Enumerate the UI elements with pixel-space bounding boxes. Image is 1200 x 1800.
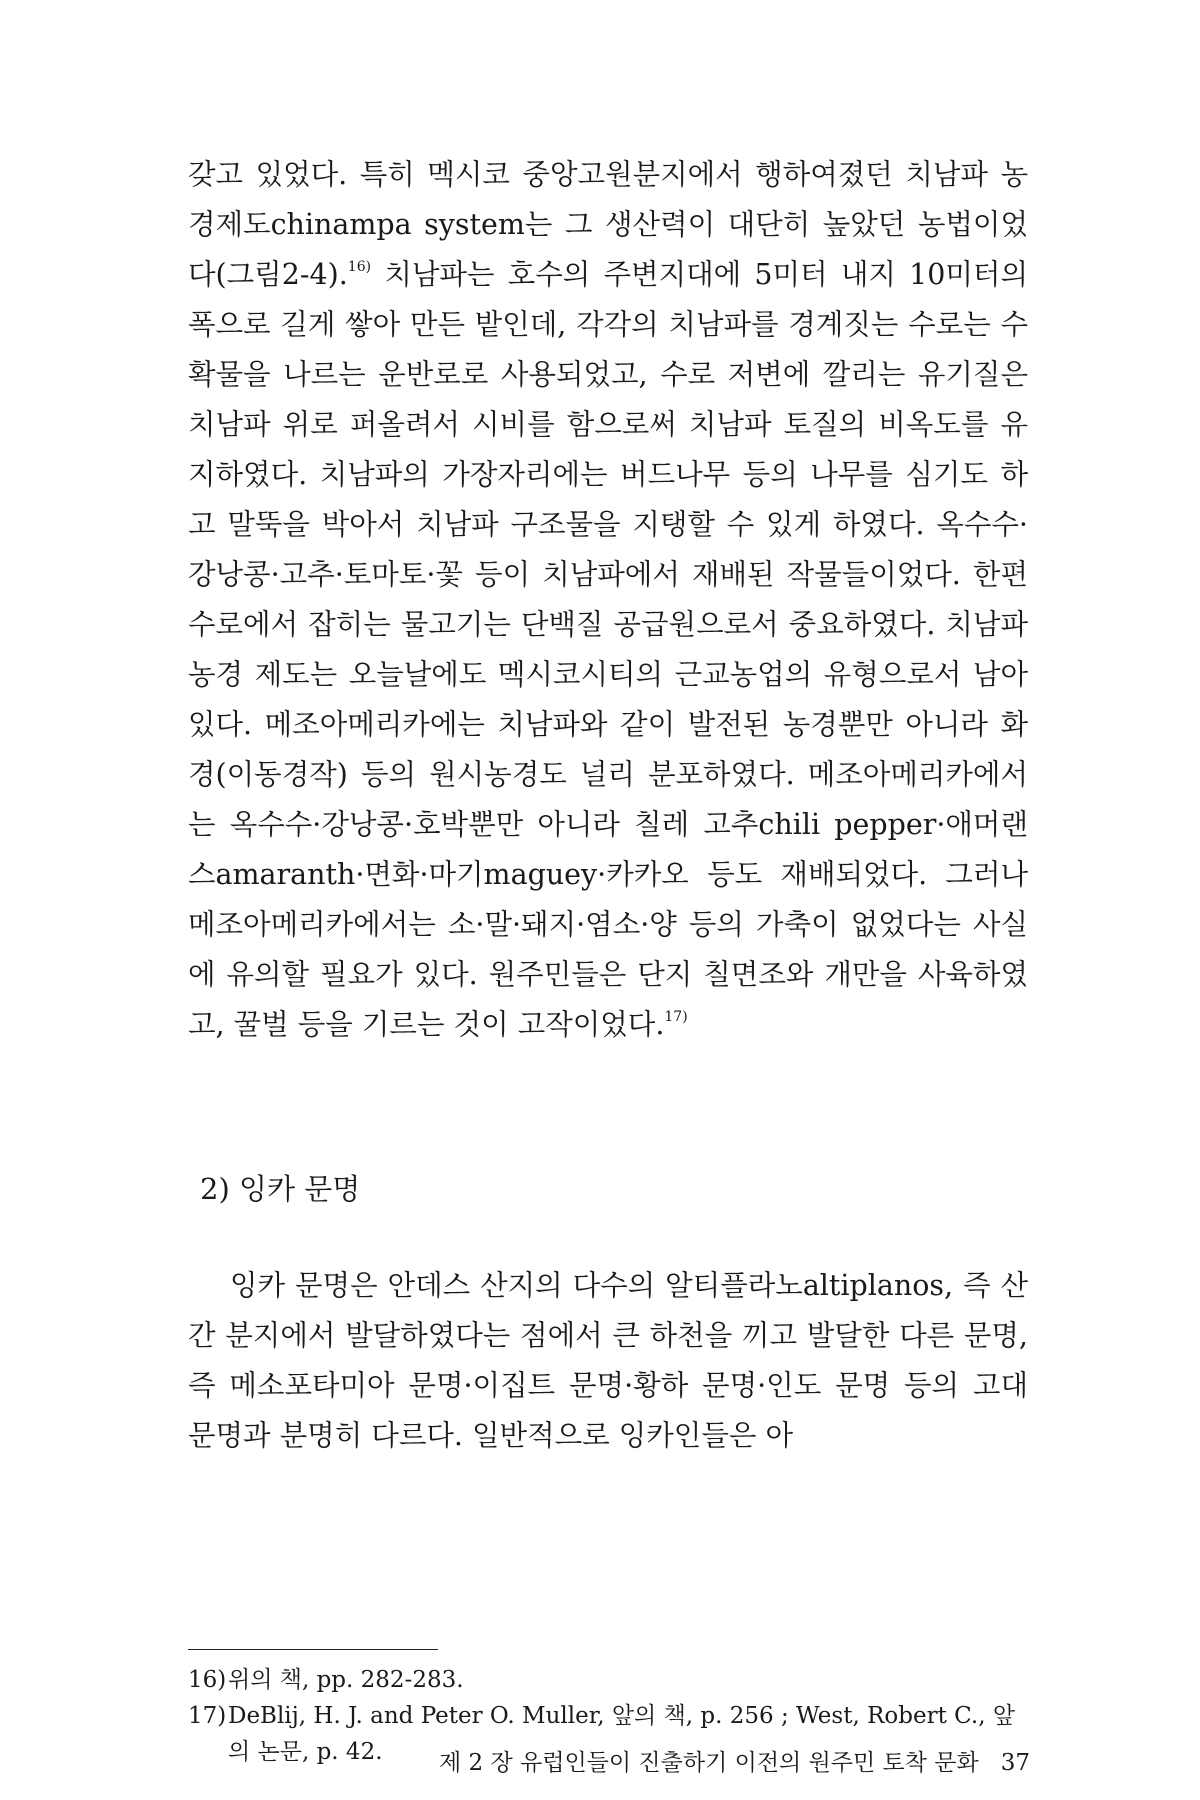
- page-number: 37: [1000, 1750, 1030, 1776]
- chapter-title: 제 2 장 유럽인들이 진출하기 이전의 원주민 토착 문화: [439, 1750, 979, 1776]
- running-footer: [439, 1745, 1030, 1781]
- section-heading: 2) 잉카 문명: [200, 1172, 361, 1206]
- footnote-reference-16: 16): [347, 259, 372, 275]
- footnote-divider: [188, 1649, 438, 1650]
- body-paragraph-2: [188, 1261, 1028, 1461]
- footnote-text: DeBlij, H. J. and Peter O. Muller, 앞의 책, p. 256 ; West, Robert C., 앞의 논문, p. 42.: [228, 1703, 1016, 1765]
- paragraph-text: 치남파는 호수의 주변지대에 5미터 내지 10미터의 폭으로 길게 쌓아 만든 밭인데, 각각의 치남파를 경계짓는 수로는 수확물을 나르는 운반로로 사용되었고, 수로 저변에 깔리는 유기질은 치남파 위로 퍼올려서 시비를 함으로써 치남파 토질의 비옥도를 유지하였다. 치남파의 가장자리에는 버드나무 등의 나무를 심기도 하고 말뚝을 박아서 치남파 구조물을 지탱할 수 있게 하였다. 옥수수·강낭콩·고추·토마토·꽃 등이 치남파에서 재배된 작물들이었다. 한편 수로에서 잡히는 물고기는 단백질 공급원으로서 중요하였다. 치남파 농경 제도는 오늘날에도 멕시코시티의 근교농업의 유형으로서 남아 있다. 메조아메리카에는 치남파와 같이 발전된 농경뿐만 아니라 화경(이동경작) 등의 원시농경도 널리 분포하였다. 메조아메리카에서는 옥수수·강낭콩·호박뿐만 아니라 칠레 고추chili pepper·애머랜스amaranth·면화·마기maguey·카카오 등도 재배되었다. 그러나 메조아메리카에서는 소·말·돼지·염소·양 등의 가축이 없었다는 사실에 유의할 필요가 있다. 원주민들은 단지 칠면조와 개만을 사육하였고, 꿀벌 등을 기르는 것이 고작이었다.: [188, 258, 1028, 1041]
- footnote-16: [188, 1662, 1028, 1698]
- footnote-number: 16): [188, 1667, 227, 1693]
- paragraph-text: 잉카 문명은 안데스 산지의 다수의 알티플라노altiplanos, 즉 산간 분지에서 발달하였다는 점에서 큰 하천을 끼고 발달한 다른 문명, 즉 메소포타미아 문명·이집트 문명·황하 문명·인도 문명 등의 고대 문명과 분명히 다르다. 일반적으로 잉카인들은 아: [188, 1269, 1028, 1452]
- body-paragraph-1: [188, 150, 1028, 1050]
- footnote-reference-17: 17): [664, 1009, 688, 1025]
- paragraph-text: 갖고 있었다. 특히 멕시코 중앙고원분지에서 행하여졌던 치남파 농경제도chinampa system는 그 생산력이 대단히 높았던 농법이었다(그림2-4).: [188, 158, 1028, 291]
- footnote-text: 위의 책, pp. 282-283.: [228, 1667, 464, 1693]
- footnote-number: 17): [188, 1703, 227, 1729]
